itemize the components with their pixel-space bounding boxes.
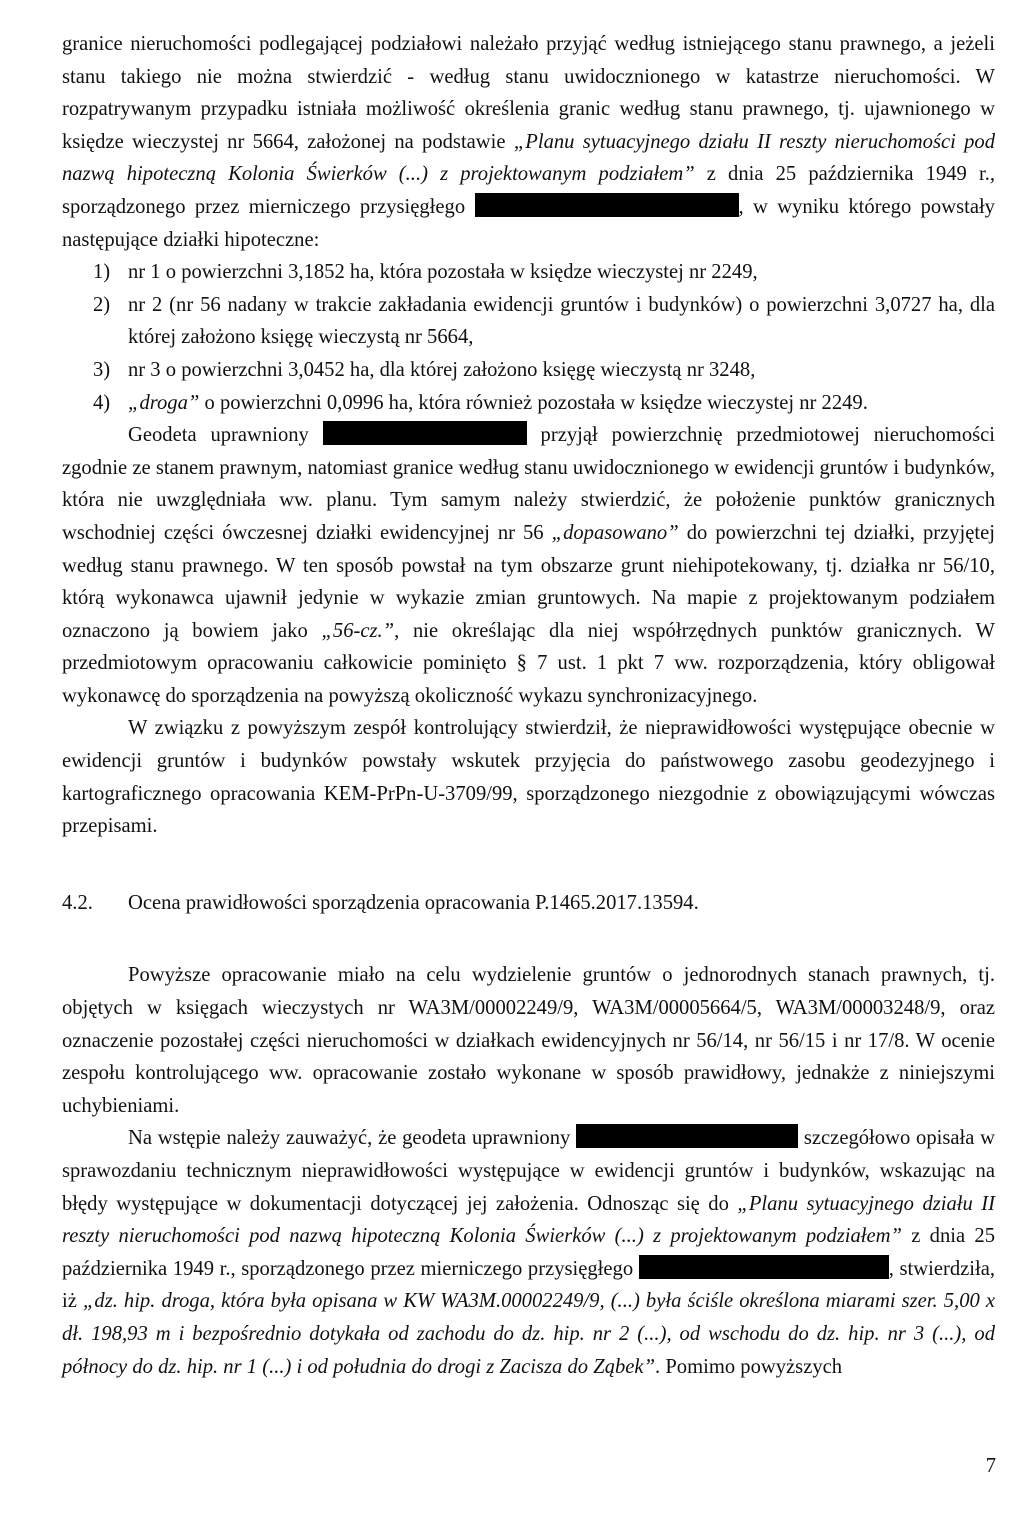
paragraph-3: W związku z powyższym zespół kontrolujący stwierdził, że nieprawidłowości występujące obecnie w ewidencji gruntów i budynków powstały wskutek przyjęcia do państwowego zasobu geodezyjnego i kartograficznego opracowania KEM-PrPn-U-3709/99, sporządzonego niezgodnie z obowiązującymi wówczas przepisami. [62,717,995,838]
section-heading: 4.2. Ocena prawidłowości sporządzenia opracowania P.1465.2017.13594. [62,891,699,914]
redaction-block [576,1124,798,1148]
document-page [62,28,995,1383]
list-item: 1) nr 1 o powierzchni 3,1852 ha, która pozostała w księdze wieczystej nr 2249, [93,261,758,284]
list-item: 3) nr 3 o powierzchni 3,0452 ha, dla której założono księgę wieczystą nr 3248, [93,358,756,381]
page-number: 7 [985,1455,996,1477]
list-item: 2) nr 2 (nr 56 nadany w trakcie zakładania ewidencji gruntów i budynków) o powierzchni 3,0727 ha, dla której założono księgę wieczystą nr 5664, [93,293,995,349]
paragraph-2: Geodeta uprawniony przyjął powierzchnię przedmiotowej nieruchomości zgodnie ze stanem prawnym, natomiast granice według stanu uwidocznionego w ewidencji gruntów i budynków, która nie uwzględniała ww. planu. Tym samym należy stwierdzić, że położenie punktów granicznych wschodniej części ówczesnej działki ewidencyjnej nr 56 „dopasowano” do powierzchni tej działki, przyjętej według stanu prawnego. W ten sposób powstał na tym obszarze grunt niehipotekowany, tj. działka nr 56/10, którą wykonawca ujawnił jedynie w wykazie zmian gruntowych. Na mapie z projektowanym podziałem oznaczono ją bowiem jako „56-cz.”, nie określając dla niej współrzędnych punktów granicznych. W przedmiotowym opracowaniu całkowicie pominięto § 7 ust. 1 pkt 7 ww. rozporządzenia, który obligował wykonawcę do sporządzenia na powyższą okoliczność wykazu synchronizacyjnego. [62,419,995,712]
paragraph-4: Powyższe opracowanie miało na celu wydzielenie gruntów o jednorodnych stanach prawnych, tj. objętych w księgach wieczystych nr WA3M/00002249/9, WA3M/00005664/5, WA3M/00003248/9, oraz oznaczenie pozostałej części nieruchomości w działkach ewidencyjnych nr 56/14, nr 56/15 i nr 17/8. W ocenie zespołu kontrolującego ww. opracowanie zostało wykonane w sposób prawidłowy, jednakże z niniejszymi uchybieniami. [62,964,995,1117]
plot-list [62,256,995,419]
paragraph-1: granice nieruchomości podlegającej podziałowi należało przyjąć według istniejącego stanu prawnego, a jeżeli stanu takiego nie można stwierdzić - według stanu uwidocznionego w katastrze nieruchomości. W rozpatrywanym przypadku istniała możliwość określenia granic według stanu prawnego, tj. ujawnionego w księdze wieczystej nr 5664, założonej na podstawie „Planu sytuacyjnego działu II reszty nieruchomości pod nazwą hipoteczną Kolonia Świerków (...) z projektowanym podziałem” z dnia 25 października 1949 r., sporządzonego przez mierniczego przysięgłego , w wyniku którego powstały następujące działki hipoteczne: [62,33,996,251]
paragraph-5: Na wstępie należy zauważyć, że geodeta uprawniony szczegółowo opisała w sprawozdaniu technicznym nieprawidłowości występujące w ewidencji gruntów i budynków, wskazując na błędy występujące w dokumentacji dotyczącej jej założenia. Odnosząc się do „Planu sytuacyjnego działu II reszty nieruchomości pod nazwą hipoteczną Kolonia Świerków (...) z projektowanym podziałem” z dnia 25 października 1949 r., sporządzonego przez mierniczego przysięgłego , stwierdziła, iż „dz. hip. droga, która była opisana w KW WA3M.00002249/9, (...) była ściśle określona miarami szer. 5,00 x dł. 198,93 m i bezpośrednio dotykała od zachodu do dz. hip. nr 2 (...), od wschodu do dz. hip. nr 3 (...), od północy do dz. hip. nr 1 (...) i od południa do drogi z Zacisza do Ząbek”. Pomimo powyższych [62,1122,995,1383]
list-item: 4) „droga” o powierzchni 0,0996 ha, która również pozostała w księdze wieczystej nr 2249. [93,391,868,414]
redaction-block [639,1255,889,1279]
redaction-block [475,193,739,217]
redaction-block [323,421,527,445]
